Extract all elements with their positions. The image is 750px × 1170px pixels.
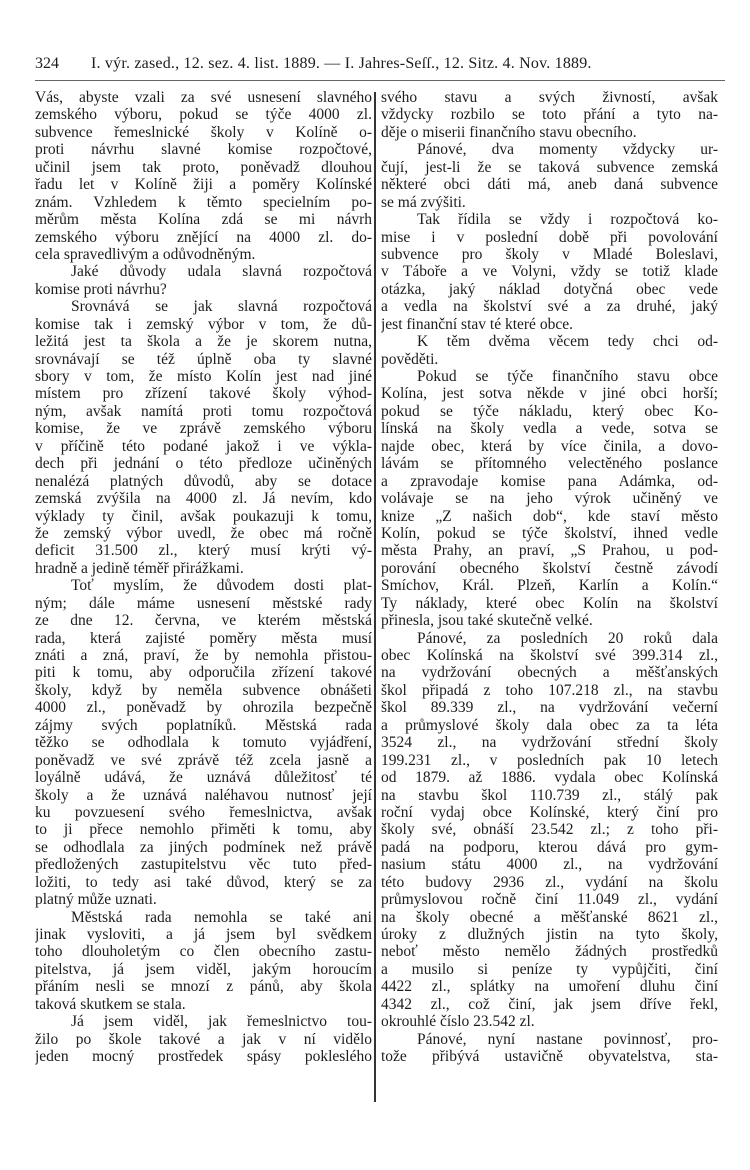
text-line: Srovnává se jak slavná rozpočtová (71, 298, 372, 316)
text-line: Ty náklady, které obec Kolín na školství (381, 594, 718, 612)
header-rule (35, 80, 725, 81)
page-number: 324 (35, 55, 59, 72)
text-line: ným; dále máme usnesení městské rady (35, 594, 372, 612)
paragraph (381, 333, 718, 368)
text-line: obec Kolínská na školství své 399.314 zl., (381, 647, 718, 664)
text-line: jeden mocný prostředek spásy pokleslého (35, 1048, 372, 1066)
text-line: roční vydaj obce Kolínské, který činí pro (381, 803, 718, 821)
text-line: proti návrhu slavné komise rozpočtové, (35, 141, 372, 159)
text-line: škol 89.339 zl., na vydržování večerní (381, 699, 718, 717)
text-line: najde obec, která by více činila, a dovo- (381, 437, 718, 455)
text-line: učinil jsem tak proto, poněvadž dlouhou (35, 158, 372, 176)
right-column (381, 89, 718, 1066)
text-line: otázka, jaký náklad dotyčná obec vede (381, 280, 718, 298)
text-line: ným, avšak namítá proti tomu rozpočtová (35, 402, 372, 420)
text-line: porování obecného školství čestně závodí (381, 559, 718, 577)
text-line: dech při jednání o této předloze učiněných (35, 455, 372, 473)
paragraph (35, 577, 372, 908)
text-line: Toť myslím, že důvodem dosti plat- (71, 577, 372, 595)
text-line: komise, že ve zprávě zemského výboru (35, 420, 372, 438)
text-line: platný může uznati. (35, 891, 157, 909)
text-line: tože přibývá ustavičně obyvatelstva, sta- (381, 1048, 718, 1066)
text-line: a zpravodaje komise pana Adámka, od- (381, 472, 718, 490)
text-line: Já jsem viděl, jak řemeslnictvo tou- (71, 1013, 372, 1031)
text-line: Tak řídila se vždy i rozpočtová ko- (417, 211, 718, 229)
text-line: úroky z dlužných jistin na tyto školy, (381, 926, 718, 943)
paragraph (381, 141, 718, 211)
text-line: Vás, abyste vzali za své usnesení slavného (35, 89, 372, 106)
text-line: řadu let v Kolíně žiji a poměry Kolínské (35, 176, 372, 194)
paragraph (381, 211, 718, 333)
text-line: subvence řemeslnické školy v Kolíně o- (35, 123, 372, 141)
text-line: lávám se přítomného velectěného poslance (381, 455, 718, 473)
text-line: školy své, obnáší 23.542 zl.; z toho při- (381, 821, 718, 839)
text-line: poněvadž ve své zprávě též zcela jasně a (35, 751, 372, 769)
paragraph (381, 630, 718, 1031)
text-line: přinesla, jsou také skutečně velké. (381, 612, 593, 630)
text-line: se odhodlala za jiných podmínek než právě (35, 838, 372, 856)
text-line: Jaké důvody udala slavná rozpočtová (71, 263, 372, 281)
text-line: od 1879. až 1886. vydala obec Kolínská (381, 769, 718, 787)
text-line: že zemský výbor uvedl, že obec má ročně (35, 524, 372, 542)
text-line: ze dne 12. června, ve kterém městská (35, 612, 372, 630)
text-line: okrouhlé číslo 23.542 zl. (381, 1013, 535, 1031)
paragraph (35, 263, 372, 298)
text-line: mise i v poslední době při povolování (381, 228, 718, 246)
text-line: Pánové, dva momenty vždycky ur- (417, 141, 718, 159)
paragraph (381, 1031, 718, 1066)
left-column (35, 89, 372, 1066)
text-line: neboť město nemělo žádných prostředků (381, 943, 718, 961)
text-line: děje o miserii finančního stavu obecního. (381, 123, 637, 141)
text-line: ležitá jest ta škola a že je skorem nutna, (35, 333, 372, 351)
paragraph (381, 368, 718, 630)
text-line: těžko se odhodlala k tomuto vyjádření, (35, 734, 372, 752)
text-line: komise tak i zemský výbor v tom, že dů- (35, 315, 372, 333)
text-line: v příčině této podané jakož i ve výkla- (35, 437, 372, 455)
text-line: padá na podporu, kterou dává pro gym- (381, 838, 718, 856)
text-line: pitelstva, já jsem viděl, jakým horoucím (35, 960, 372, 978)
text-line: ložiti, to tedy asi také důvod, který se za (35, 873, 372, 891)
text-line: žilo po škole takové a jak v ní vidělo (35, 1030, 372, 1048)
text-line: to ji přece nemohlo přiměti k tomu, aby (35, 821, 372, 839)
text-line: Pánové, za posledních 20 roků dala (417, 629, 718, 647)
text-line: 4422 zl., splátky na umoření dluhu činí (381, 978, 718, 996)
text-line: línská na školy vedla a vede, sotva se (381, 420, 718, 438)
text-line: školy, když by neměla subvence obnášeti (35, 681, 372, 699)
text-line: jinak vysloviti, a já jsem byl svědkem (35, 926, 372, 943)
text-line: a vedla na školství své a za druhé, jaký (381, 298, 718, 316)
paragraph (35, 89, 372, 263)
text-line: zemského výboru znějící na 4000 zl. do- (35, 228, 372, 246)
text-line: nasium státu 4000 zl., na vydržování (381, 856, 718, 874)
text-line: školy a že uznává naléhavou nutnosť její (35, 786, 372, 804)
text-line: sbory v tom, že místo Kolín jest nad jiné (35, 368, 372, 385)
text-line: rada, která zajisté poměry města musí (35, 629, 372, 647)
text-line: K těm dvěma věcem tedy chci od- (417, 333, 718, 351)
text-line: deficit 31.500 zl., který musí krýti vý- (35, 542, 372, 560)
column-divider (374, 92, 376, 1102)
text-line: ku povzuesení svého řemeslnictva, avšak (35, 803, 372, 821)
text-line: 199.231 zl., v posledních pak 10 letech (381, 751, 718, 769)
text-line: Kolína, jest sotva někde v jiné obci horší; (381, 385, 718, 403)
text-line: hradně a jedině téměř přirážkami. (35, 559, 244, 577)
text-line: volávaje se na jeho výrok učiněný ve (381, 490, 718, 508)
paragraph (35, 298, 372, 577)
text-line: komise proti návrhu? (35, 280, 167, 298)
paragraph (381, 89, 718, 141)
text-line: nenalézá platných důvodů, aby se dotace (35, 472, 372, 490)
text-line: pověděti. (381, 350, 439, 368)
text-line: Pokud se týče finančního stavu obce (417, 368, 718, 385)
text-line: 4342 zl., což činí, jak jsem dříve řekl, (381, 995, 718, 1013)
text-line: některé obci dáti má, aneb daná subvence (381, 176, 718, 194)
paragraph (35, 909, 372, 1014)
text-line: loyálně udává, že uznává důležitosť té (35, 769, 372, 787)
text-line: zemského výboru, pokud se týče 4000 zl. (35, 106, 372, 124)
text-line: na školy obecné a měšťanské 8621 zl., (381, 908, 718, 926)
text-line: Smíchov, Král. Plzeň, Karlín a Kolín.“ (381, 577, 718, 595)
text-line: přáním nesli se mnozí z pánů, aby škola (35, 978, 372, 996)
text-line: Městská rada nemohla se také ani (71, 908, 372, 926)
text-line: zájmy svých poplatníků. Městská rada (35, 716, 372, 734)
text-line: jest finanční stav té které obce. (381, 315, 573, 333)
text-line: znám. Vzhledem k těmto specielním po- (35, 193, 372, 211)
text-line: průmyslovou ročně činí 11.049 zl., vydání (381, 891, 718, 909)
text-line: toho dlouholetým co člen obecního zastu- (35, 943, 372, 961)
running-header (35, 55, 723, 77)
text-line: 4000 zl., poněvadž by ohrozila bezpečně (35, 699, 372, 717)
text-line: měrům města Kolína zdá se mi návrh (35, 211, 372, 229)
text-line: čují, jest-li že se taková subvence zemská (381, 158, 718, 176)
text-line: škol připadá z toho 107.218 zl., na stavbu (381, 681, 718, 699)
text-line: vždycky rozbilo se toto přání a tyto na- (381, 106, 718, 124)
text-line: pokud se týče nákladu, který obec Ko- (381, 402, 718, 420)
text-line: na stavbu škol 110.739 zl., stálý pak (381, 786, 718, 804)
text-line: subvence pro školy v Mladé Boleslavi, (381, 245, 718, 263)
text-line: cela spravedlivým a odůvodněným. (35, 245, 256, 263)
text-line: srovnávají se též úplně oba ty slavné (35, 350, 372, 368)
text-line: svého stavu a svých živností, avšak (381, 89, 718, 106)
paragraph (35, 1013, 372, 1065)
running-title: I. výr. zased., 12. sez. 4. list. 1889. — I. Jahres-Seſſ., 12. Sitz. 4. Nov. 1889. (91, 55, 592, 72)
text-line: taková skutkem se stala. (35, 995, 186, 1013)
text-line: knize „Z našich dob“, kde staví město (381, 507, 718, 525)
text-line: piti k tomu, aby odporučila zřízení takové (35, 664, 372, 682)
text-line: místem pro zřízení takové školy výhod- (35, 385, 372, 403)
text-line: 3524 zl., na vydržování střední školy (381, 734, 718, 752)
text-line: a musilo si peníze ty vypůjčiti, činí (381, 960, 718, 978)
text-line: znáti a zná, praví, že by nemohla přistou- (35, 647, 372, 664)
text-line: v Táboře a ve Volyni, vždy se totiž klade (381, 263, 718, 281)
text-line: se má zvýšiti. (381, 193, 466, 211)
text-line: města Prahy, an praví, „S Prahou, u pod- (381, 542, 718, 560)
text-line: na vydržování obecných a měšťanských (381, 664, 718, 682)
text-line: a průmyslové školy dala obec za ta léta (381, 716, 718, 734)
text-line: Pánové, nyní nastane povinnosť, pro- (417, 1030, 718, 1048)
text-line: výklady ty činil, avšak poukazuji k tomu, (35, 507, 372, 525)
text-line: zemská zvýšila na 4000 zl. Já nevím, kdo (35, 490, 372, 508)
text-line: předložených zastupitelstvu věc tuto před- (35, 856, 372, 874)
text-line: této budovy 2936 zl., vydání na školu (381, 873, 718, 891)
text-line: Kolín, pokud se týče školství, ihned vedle (381, 524, 718, 542)
